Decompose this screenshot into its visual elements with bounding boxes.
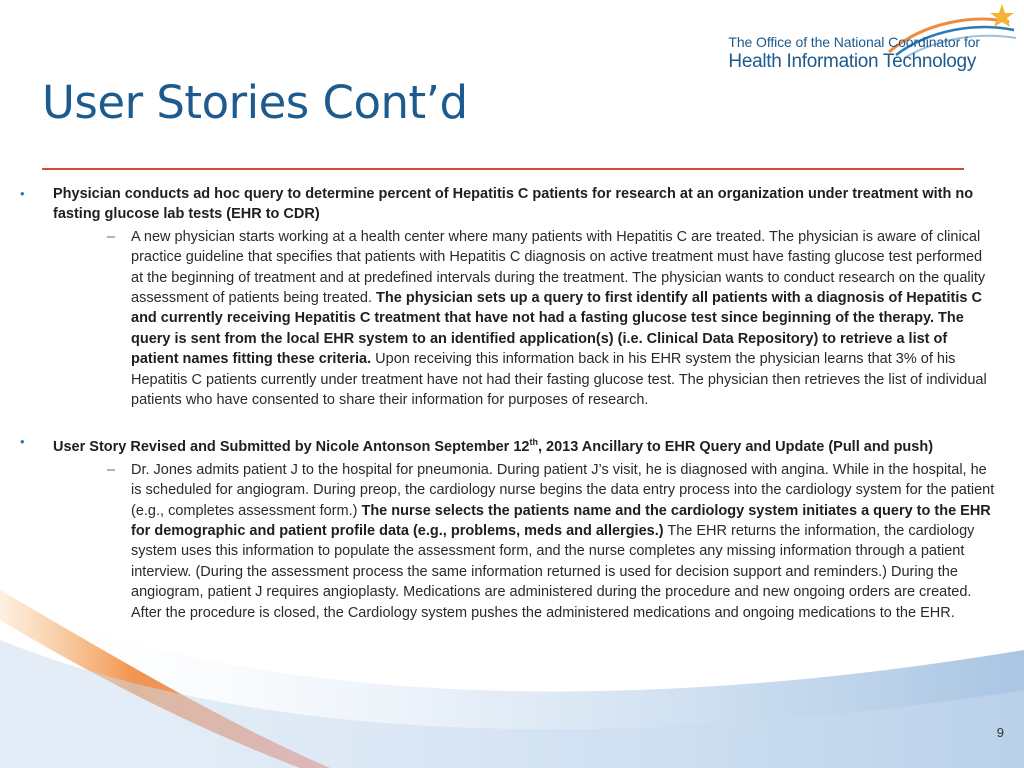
sub-text: Dr. Jones admits patient J to the hospital for pneumonia. During patient J’s visit, he is diagnosed with angina. While in the hospital, he is scheduled for angiogram. During preop, the cardiology nurse begins the data entry process into the cardiology system for the patient (e.g., completes assessment form.) <box>131 461 995 519</box>
logo-line-1: The Office of the National Coordinator for <box>728 34 980 50</box>
title-divider <box>42 168 964 170</box>
bullet-item <box>20 184 995 410</box>
heading-part: User Story Revised and Submitted by Nicole Antonson September 12 <box>53 439 530 456</box>
heading-part: , 2013 Ancillary to EHR Query and Update (Pull and push) <box>537 439 934 456</box>
onc-logo <box>724 0 1024 80</box>
sub-bullet <box>53 227 995 411</box>
slide-body <box>20 184 995 623</box>
slide-title: User Stories Cont’d <box>42 76 468 129</box>
bullet-icon: • <box>20 186 25 201</box>
heading-sup: th <box>529 437 538 448</box>
logo-line-2: Health Information Technology <box>728 51 977 72</box>
dash-icon: – <box>107 461 116 478</box>
sub-text: Upon receiving this information back in his EHR system the physician learns that 3% of his Hepatitis C patients currently under treatment have not had their fasting glucose test. The physician then retrieves the list of individual patients who have consented to share their information for purposes of research. <box>131 351 987 409</box>
bullet-item <box>20 432 995 622</box>
page-number: 9 <box>996 725 1004 740</box>
sub-bullet <box>53 460 995 623</box>
bullet-heading: Physician conducts ad hoc query to determine percent of Hepatitis C patients for research at an organization under treatment with no fasting glucose lab tests (EHR to CDR) <box>53 186 974 223</box>
sub-text: The EHR returns the information, the cardiology system uses this information to populate the assessment form, and the nurse completes any missing information through a patient interview. (During the assessment process the same information returned is used for decision support and reminders.) During the angiogram, patient J requires angioplasty. Medications are administered during the procedure and new ongoing orders are created. After the procedure is closed, the Cardiology system pushes the administered medications and ongoing medications to the EHR. <box>131 522 975 621</box>
sub-text-bold: The physician sets up a query to first identify all patients with a diagnosis of Hepatitis C and currently receiving Hepatitis C treatment that have not had a fasting glucose test since beginning of the therapy. The query is sent from the local EHR system to an identified application(s) (i.e. Clinical Data Repository) to retrieve a list of patient names fitting these criteria. <box>131 290 982 368</box>
sub-text: A new physician starts working at a health center where many patients with Hepatitis C are treated. The physician is aware of clinical practice guideline that specifies that patients with Hepatitis C diagnosis on active treatment must have fasting glucose test performed at the beginning of treatment and at predefined intervals during the treatment. The physician wants to conduct research on the quality assessment of patients being treated. <box>131 228 986 307</box>
bullet-heading <box>53 432 995 457</box>
dash-icon: – <box>107 228 116 245</box>
bullet-icon: • <box>20 434 25 450</box>
sub-text-bold: The nurse selects the patients name and the cardiology system initiates a query to the EHR for demographic and patient profile data (e.g., problems, meds and allergies.) <box>131 502 991 539</box>
